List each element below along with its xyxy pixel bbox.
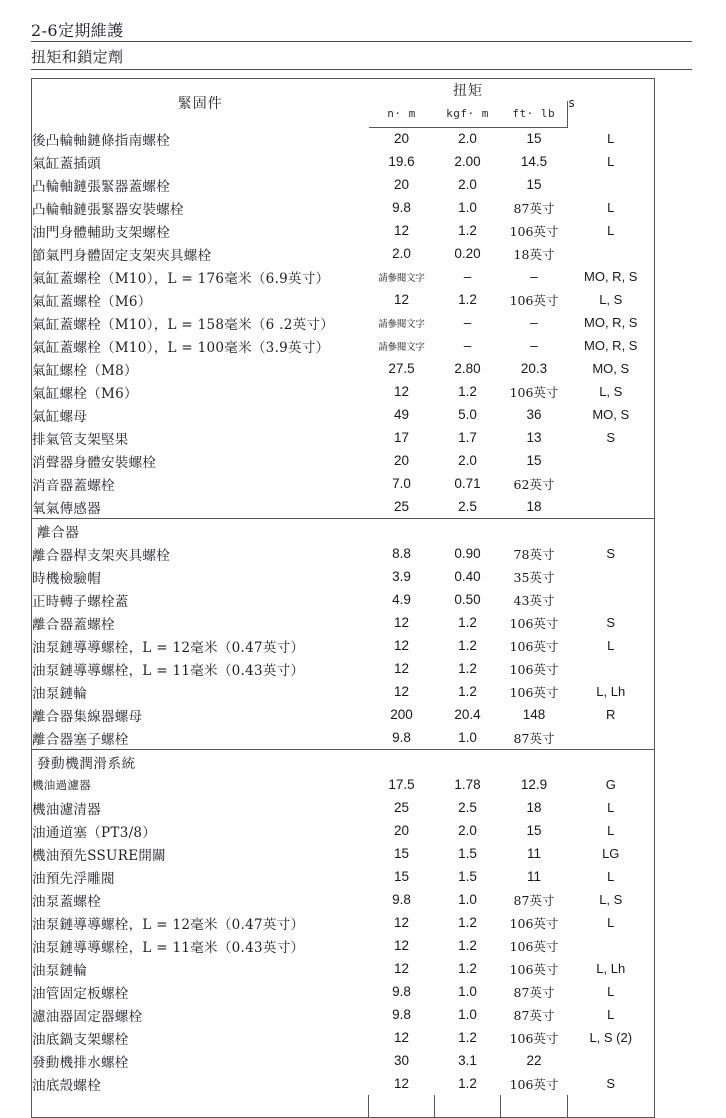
table-row <box>32 565 655 588</box>
torque-ftlb: 87英寸 <box>513 200 555 216</box>
fastener-name: 氣缸螺栓（M8） <box>32 362 138 379</box>
torque-kgf <box>435 519 501 543</box>
torque-ftlb: 106英寸 <box>509 292 559 308</box>
fastener-name: 油底殼螺栓 <box>32 1077 101 1094</box>
torque-nm: 12 <box>393 1030 410 1045</box>
table-row <box>32 819 655 842</box>
table-row <box>32 634 655 657</box>
torque-ftlb: 106英寸 <box>509 961 559 977</box>
torque-kgf: 1.2 <box>458 292 477 307</box>
empty-cell <box>32 1095 369 1118</box>
torque-nm: 4.9 <box>392 592 411 607</box>
fastener-name: 油底鍋支架螺栓 <box>32 1031 129 1048</box>
torque-ftlb: 13 <box>526 430 542 445</box>
torque-nm: 7.0 <box>392 476 411 491</box>
locking-agent: L, Lh <box>596 961 626 976</box>
torque-ftlb: – <box>530 315 538 330</box>
torque-ftlb: 106英寸 <box>509 938 559 954</box>
torque-ftlb: 106英寸 <box>509 661 559 677</box>
table-row <box>32 588 655 611</box>
torque-ftlb: – <box>530 338 538 353</box>
table-row <box>32 495 655 519</box>
torque-kgf: 1.0 <box>458 1007 477 1022</box>
locking-agent: L <box>607 200 615 215</box>
table-row <box>32 403 655 426</box>
table-filler-row <box>32 1095 655 1118</box>
torque-kgf: – <box>463 315 472 330</box>
torque-nm: 12 <box>393 1076 410 1091</box>
torque-ftlb: 18 <box>526 800 542 815</box>
torque-ftlb: 18英寸 <box>513 246 555 262</box>
table-row <box>32 196 655 219</box>
torque-ftlb: 36 <box>526 407 542 422</box>
torque-kgf: 1.78 <box>454 777 481 792</box>
torque-ftlb: 87英寸 <box>513 892 555 908</box>
chapter-heading: 2-6定期維護 <box>31 21 124 40</box>
table-row <box>32 680 655 703</box>
torque-nm: 12 <box>393 638 410 653</box>
table-row <box>32 242 655 265</box>
torque-ftlb: 87英寸 <box>513 1007 555 1023</box>
torque-kgf: 2.0 <box>458 131 477 147</box>
torque-ftlb: 106英寸 <box>509 1076 559 1092</box>
locking-agent: L, S <box>599 892 623 907</box>
header-unit-nm: n· m <box>369 101 435 127</box>
torque-kgf: 1.0 <box>458 730 477 745</box>
table-row <box>32 1003 655 1026</box>
torque-ftlb: 20.3 <box>520 361 548 376</box>
torque-kgf: – <box>463 269 472 284</box>
table-row <box>32 288 655 311</box>
empty-cell <box>568 1095 655 1118</box>
torque-nm <box>369 750 435 774</box>
table-row <box>32 173 655 196</box>
header-locking-agent: s <box>568 96 576 110</box>
table-header <box>32 79 655 128</box>
table-row <box>32 1026 655 1049</box>
torque-kgf: 1.2 <box>458 1076 477 1091</box>
torque-nm: 17 <box>393 430 410 445</box>
table-row <box>32 380 655 403</box>
fastener-name: 油預先浮雕閥 <box>32 870 115 887</box>
torque-nm: 30 <box>393 1053 410 1068</box>
torque-kgf: 2.80 <box>454 361 481 376</box>
torque-kgf: 0.20 <box>454 246 481 261</box>
table-section-row <box>32 519 655 543</box>
fastener-name: 油泵鏈導導螺栓，L = 12毫米（0.47英寸） <box>32 916 305 933</box>
torque-nm: 12 <box>393 661 410 676</box>
torque-nm: 請參閱文字 <box>378 318 425 330</box>
fastener-name: 節氣門身體固定支架夾具螺栓 <box>32 247 212 264</box>
torque-ftlb <box>501 750 568 774</box>
torque-kgf: 1.2 <box>458 384 477 399</box>
torque-kgf: 1.2 <box>458 1030 477 1045</box>
fastener-name: 油通道塞（PT3/8） <box>32 824 157 841</box>
header-torque-group: 扭矩 <box>453 83 483 100</box>
torque-nm: 25 <box>393 499 410 514</box>
locking-agent <box>568 519 655 543</box>
locking-agent: L <box>607 638 615 653</box>
torque-ftlb: 106英寸 <box>509 638 559 654</box>
fastener-name: 氣缸蓋螺栓（M10），L = 100毫米（3.9英寸） <box>32 339 330 356</box>
locking-agent: S <box>606 1076 616 1091</box>
fastener-name: 油泵鏈輪 <box>32 685 88 702</box>
torque-nm: 請參閱文字 <box>378 341 425 353</box>
torque-nm: 2.0 <box>392 246 411 261</box>
table-row <box>32 611 655 634</box>
locking-agent <box>568 726 655 750</box>
locking-agent: LG <box>602 846 620 861</box>
locking-agent: L, S <box>599 292 623 307</box>
fastener-name: 機油過濾器 <box>32 777 91 792</box>
torque-ftlb: 14.5 <box>520 154 548 169</box>
torque-ftlb: 78英寸 <box>513 546 555 562</box>
torque-nm: 20 <box>393 453 410 468</box>
locking-agent: L <box>607 131 615 146</box>
torque-nm: 200 <box>390 707 413 722</box>
fastener-name: 離合器桿支架夾具螺栓 <box>32 547 170 564</box>
table-row <box>32 796 655 819</box>
table-row <box>32 726 655 750</box>
fastener-name: 氣缸蓋螺栓（M10），L = 158毫米（6 .2英寸） <box>32 316 335 333</box>
torque-kgf: 1.2 <box>458 961 477 976</box>
torque-kgf: 3.1 <box>458 1053 477 1068</box>
fastener-name: 氣缸蓋插頭 <box>32 155 101 172</box>
fastener-name: 氣缸螺母 <box>32 408 88 425</box>
torque-nm: 12 <box>393 938 410 953</box>
fastener-name: 發動機排水螺栓 <box>32 1054 129 1071</box>
fastener-name: 消音器蓋螺栓 <box>32 477 115 494</box>
fastener-name: 氣缸螺栓（M6） <box>32 385 138 402</box>
torque-ftlb: 12.9 <box>520 777 548 792</box>
fastener-name: 後凸輪軸鏈條指南螺栓 <box>32 132 170 149</box>
table-row <box>32 426 655 449</box>
torque-nm: 27.5 <box>388 361 415 376</box>
torque-ftlb <box>501 519 568 543</box>
locking-agent: MO, S <box>592 407 630 422</box>
torque-ftlb: 43英寸 <box>513 592 555 608</box>
torque-nm: 15 <box>393 869 410 884</box>
section-heading: 扭矩和鎖定劑 <box>31 48 124 66</box>
section-label: 發動機潤滑系統 <box>32 750 369 774</box>
torque-kgf: 1.7 <box>458 430 477 445</box>
fastener-name: 油泵鏈導導螺栓，L = 12毫米（0.47英寸） <box>32 639 305 656</box>
torque-kgf: 1.2 <box>458 615 477 630</box>
fastener-name: 機油濾清器 <box>32 801 101 818</box>
fastener-name: 離合器蓋螺栓 <box>32 616 115 633</box>
header-unit-kgf: kgf· m <box>435 101 501 127</box>
torque-nm: 17.5 <box>388 777 415 792</box>
table-row <box>32 657 655 680</box>
locking-agent: MO, S <box>592 361 630 376</box>
torque-specification-table <box>31 78 655 1118</box>
fastener-name: 時機檢驗帽 <box>32 570 101 587</box>
torque-kgf: 1.5 <box>458 846 477 861</box>
empty-cell <box>435 1095 501 1118</box>
torque-nm: 9.8 <box>392 730 411 745</box>
torque-kgf: 20.4 <box>454 707 481 722</box>
fastener-name: 濾油器固定器螺栓 <box>32 1008 143 1025</box>
locking-agent <box>568 242 655 265</box>
table-row <box>32 311 655 334</box>
header-fastener: 緊固件 <box>177 96 223 112</box>
torque-nm: 20 <box>393 823 410 838</box>
table-row <box>32 127 655 150</box>
locking-agent: MO, R, S <box>584 338 638 353</box>
torque-nm: 8.8 <box>392 546 411 561</box>
torque-ftlb: 15 <box>526 453 542 468</box>
torque-kgf: 2.00 <box>454 154 481 169</box>
locking-agent <box>568 449 655 472</box>
table-row <box>32 911 655 934</box>
torque-kgf: 1.2 <box>458 638 477 653</box>
fastener-name: 氣缸蓋螺栓（M6） <box>32 293 152 310</box>
torque-nm: 20 <box>393 131 410 147</box>
torque-ftlb: 106英寸 <box>509 915 559 931</box>
locking-agent: L, Lh <box>596 684 626 699</box>
torque-ftlb: 106英寸 <box>509 684 559 700</box>
locking-agent <box>568 588 655 611</box>
torque-kgf: 0.71 <box>454 476 481 491</box>
torque-ftlb: – <box>530 269 538 284</box>
torque-kgf: 0.40 <box>454 569 481 584</box>
torque-nm: 9.8 <box>392 1007 411 1022</box>
locking-agent: MO, R, S <box>584 269 638 284</box>
empty-cell <box>501 1095 568 1118</box>
locking-agent <box>568 934 655 957</box>
locking-agent: L, S (2) <box>589 1030 633 1045</box>
torque-kgf: 0.50 <box>454 592 481 607</box>
torque-kgf: 1.0 <box>458 200 477 215</box>
torque-nm: 12 <box>393 223 410 238</box>
locking-agent: L <box>607 984 615 999</box>
table-section-row <box>32 750 655 774</box>
fastener-name: 油泵蓋螺栓 <box>32 893 101 910</box>
torque-kgf: 0.90 <box>454 546 481 561</box>
empty-cell <box>369 1095 435 1118</box>
locking-agent <box>568 750 655 774</box>
torque-kgf: 1.5 <box>458 869 477 884</box>
section-label: 離合器 <box>32 519 369 543</box>
locking-agent: G <box>605 777 616 792</box>
locking-agent: L <box>607 915 615 930</box>
table-row <box>32 888 655 911</box>
torque-nm <box>369 519 435 543</box>
fastener-name: 油泵鏈輪 <box>32 962 88 979</box>
fastener-name: 油泵鏈導導螺栓，L = 11毫米（0.43英寸） <box>32 662 305 679</box>
fastener-name: 油門身體輔助支架螺栓 <box>32 224 170 241</box>
table-row <box>32 150 655 173</box>
torque-kgf: 1.0 <box>458 892 477 907</box>
torque-nm: 12 <box>393 292 410 307</box>
torque-nm: 12 <box>393 384 410 399</box>
table-row <box>32 957 655 980</box>
fastener-name: 排氣管支架堅果 <box>32 431 129 448</box>
table-row <box>32 865 655 888</box>
locking-agent: L, S <box>599 384 623 399</box>
torque-nm: 12 <box>393 961 410 976</box>
locking-agent: L <box>607 800 615 815</box>
heading-divider-bottom <box>31 69 692 70</box>
torque-kgf: 2.0 <box>458 453 477 468</box>
table-row <box>32 472 655 495</box>
torque-kgf: 2.5 <box>458 499 477 514</box>
torque-nm: 49 <box>393 407 410 422</box>
fastener-name: 油泵鏈導導螺栓，L = 11毫米（0.43英寸） <box>32 939 305 956</box>
locking-agent <box>568 657 655 680</box>
fastener-name: 機油預先SSURE開關 <box>32 847 166 864</box>
table-row <box>32 703 655 726</box>
fastener-name: 氣缸蓋螺栓（M10），L = 176毫米（6.9英寸） <box>32 270 330 287</box>
torque-kgf: 1.2 <box>458 684 477 699</box>
torque-kgf: 5.0 <box>458 407 477 422</box>
torque-ftlb: 106英寸 <box>509 223 559 239</box>
table-row <box>32 934 655 957</box>
header-unit-ftlb: ft· lb <box>501 101 568 127</box>
torque-kgf: 2.0 <box>458 177 477 192</box>
torque-kgf: – <box>463 338 472 353</box>
torque-ftlb: 15 <box>526 131 542 147</box>
table-body <box>32 127 655 1118</box>
fastener-name: 凸輪軸鏈張緊器蓋螺栓 <box>32 178 170 195</box>
locking-agent <box>568 472 655 495</box>
torque-nm: 12 <box>393 684 410 699</box>
table-row <box>32 980 655 1003</box>
torque-kgf: 2.0 <box>458 823 477 838</box>
heading-divider-top <box>31 41 692 42</box>
torque-ftlb: 22 <box>526 1053 542 1068</box>
torque-nm: 12 <box>393 915 410 930</box>
torque-kgf: 1.2 <box>458 661 477 676</box>
torque-nm: 9.8 <box>392 984 411 999</box>
table-row <box>32 357 655 380</box>
fastener-name: 凸輪軸鏈張緊器安裝螺栓 <box>32 201 184 218</box>
fastener-name: 正時轉子螺栓蓋 <box>32 593 129 610</box>
locking-agent <box>568 1049 655 1072</box>
torque-nm: 25 <box>393 800 410 815</box>
locking-agent: L <box>607 1007 615 1022</box>
fastener-name: 氧氣傳感器 <box>32 500 101 517</box>
locking-agent: MO, R, S <box>584 315 638 330</box>
locking-agent: L <box>607 154 615 169</box>
table-row <box>32 449 655 472</box>
torque-nm: 9.8 <box>392 892 411 907</box>
torque-ftlb: 15 <box>526 177 542 192</box>
torque-ftlb: 106英寸 <box>509 615 559 631</box>
torque-ftlb: 106英寸 <box>509 384 559 400</box>
torque-ftlb: 62英寸 <box>513 476 555 492</box>
torque-nm: 9.8 <box>392 200 411 215</box>
fastener-name: 離合器塞子螺栓 <box>32 731 129 748</box>
torque-kgf: 1.2 <box>458 915 477 930</box>
torque-ftlb: 35英寸 <box>513 569 555 585</box>
torque-nm: 20 <box>393 177 410 192</box>
locking-agent: L <box>607 869 615 884</box>
torque-ftlb: 87英寸 <box>513 984 555 1000</box>
locking-agent <box>568 495 655 519</box>
torque-ftlb: 87英寸 <box>513 730 555 746</box>
torque-kgf: 1.2 <box>458 223 477 238</box>
table-row <box>32 842 655 865</box>
torque-ftlb: 11 <box>526 869 541 884</box>
table-row <box>32 265 655 288</box>
torque-ftlb: 11 <box>526 846 541 861</box>
table-row <box>32 1049 655 1072</box>
locking-agent: S <box>606 615 616 630</box>
locking-agent <box>568 565 655 588</box>
torque-ftlb: 148 <box>522 707 546 722</box>
locking-agent: L <box>607 823 615 838</box>
table-row <box>32 334 655 357</box>
torque-ftlb: 15 <box>526 823 542 838</box>
table-row <box>32 542 655 565</box>
torque-nm: 3.9 <box>392 569 411 584</box>
fastener-name: 油管固定板螺栓 <box>32 985 129 1002</box>
torque-nm: 12 <box>393 615 410 630</box>
torque-kgf: 2.5 <box>458 800 477 815</box>
locking-agent: S <box>606 546 616 561</box>
torque-nm: 15 <box>393 846 410 861</box>
table-row <box>32 219 655 242</box>
torque-kgf: 1.2 <box>458 938 477 953</box>
torque-nm: 19.6 <box>388 154 415 169</box>
fastener-name: 離合器集線器螺母 <box>32 708 143 725</box>
torque-nm: 請參閱文字 <box>378 272 425 284</box>
locking-agent: S <box>606 430 616 445</box>
torque-ftlb: 106英寸 <box>509 1030 559 1046</box>
locking-agent: R <box>606 707 616 722</box>
locking-agent: L <box>607 223 615 238</box>
table-row <box>32 1072 655 1095</box>
torque-kgf: 1.0 <box>458 984 477 999</box>
fastener-name: 消聲器身體安裝螺栓 <box>32 454 157 471</box>
locking-agent <box>568 173 655 196</box>
torque-kgf <box>435 750 501 774</box>
torque-ftlb: 18 <box>526 499 542 514</box>
table-row <box>32 773 655 796</box>
